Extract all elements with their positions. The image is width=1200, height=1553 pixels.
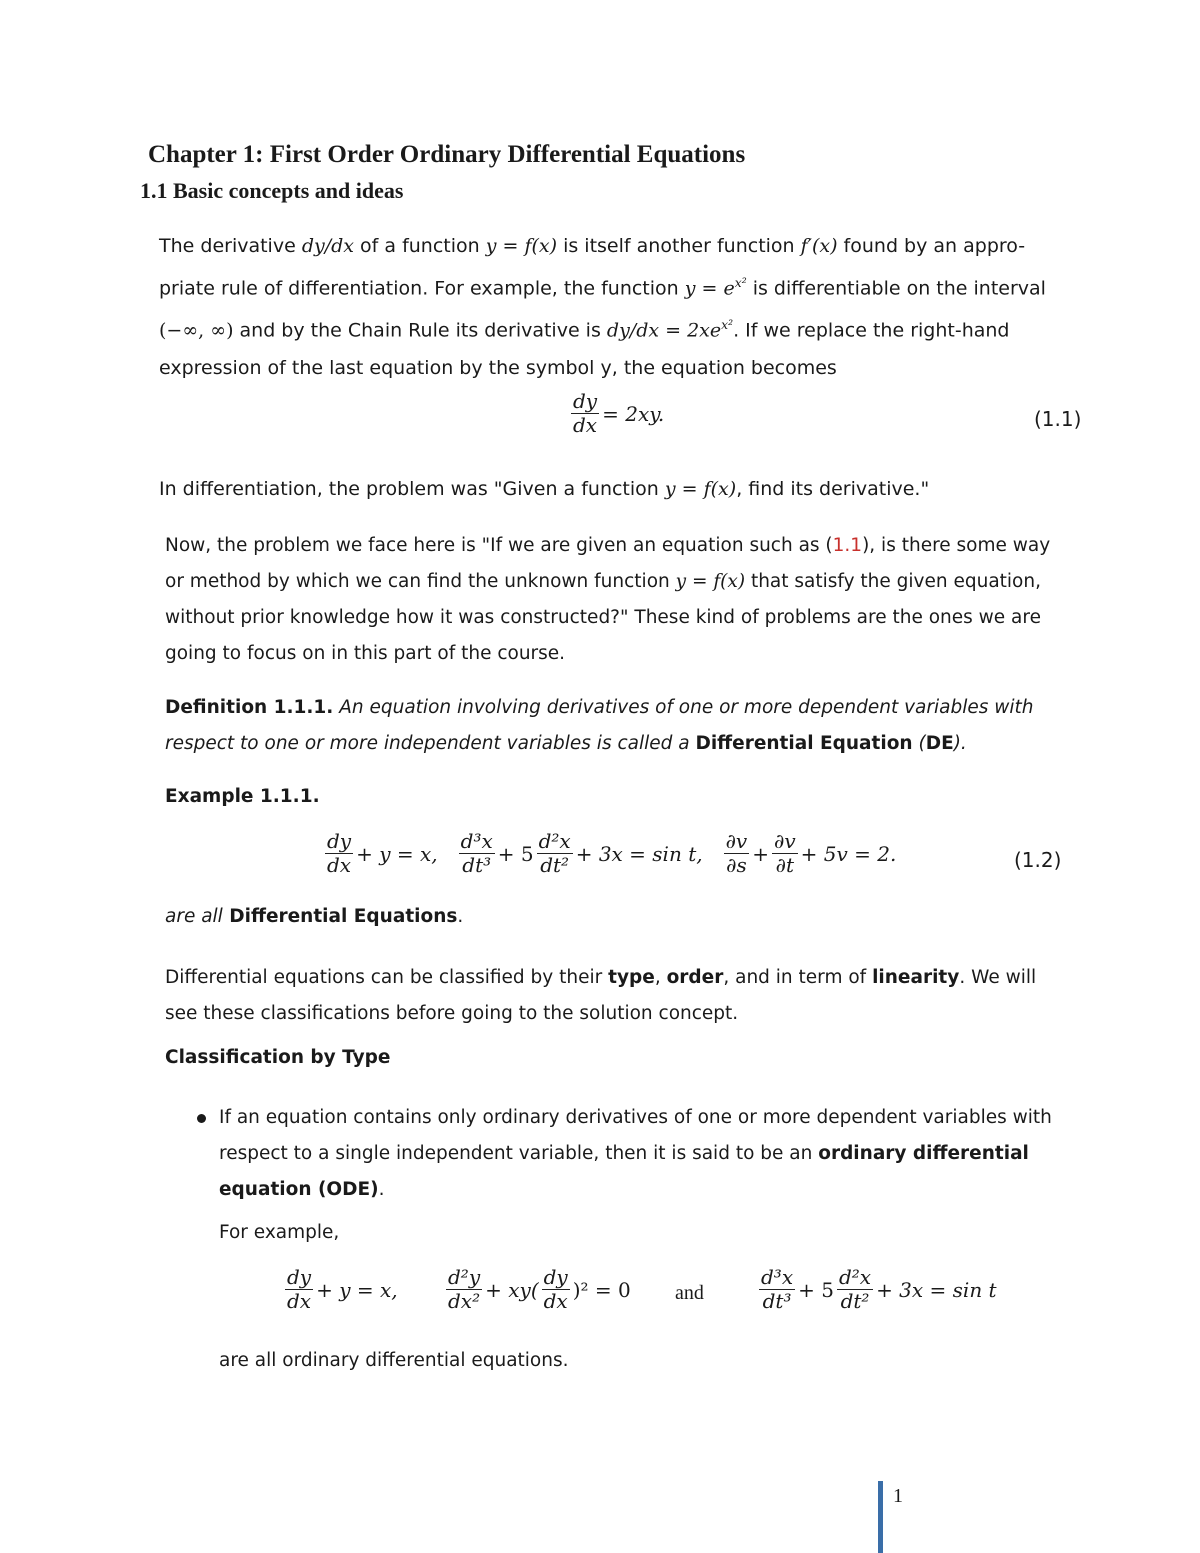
differentiation-problem: In differentiation, the problem was "Given a function y = f(x), find its derivative." xyxy=(159,478,930,500)
are-all-de: are all Differential Equations. xyxy=(165,906,464,927)
classification-heading: Classification by Type xyxy=(165,1047,391,1068)
bullet-line-2: respect to a single independent variable, then it is said to be an ordinary differential xyxy=(219,1143,1029,1164)
ode-example-2: $\frac{\text{d²y}}{\text{dx²}}$ + xy( $\frac{dy}{dx}$ )² = 0 xyxy=(448,1265,631,1313)
intro-line-1: The derivative dy/dx of a function y = f(x) is itself another function f′(x) found by an appro- xyxy=(159,235,1026,257)
problem-line-2: or method by which we can find the unknown function y = f(x) that satisfy the given equation, xyxy=(165,571,1041,592)
definition-label: Definition 1.1.1. xyxy=(165,697,334,718)
classification-line-1: Differential equations can be classified by their type, order, and in term of linearity. We will xyxy=(165,967,1037,988)
bullet-line-3: equation (ODE). xyxy=(219,1179,385,1200)
problem-paragraph xyxy=(165,528,1050,672)
page-accent-bar xyxy=(878,1481,883,1553)
for-example: For example, xyxy=(219,1222,340,1243)
ode-and: and xyxy=(675,1282,704,1304)
equation-1-1: $\frac{dy}{dx}$ = 2xy. xyxy=(573,389,665,437)
intro-paragraph xyxy=(159,228,1046,387)
chapter-title: Chapter 1: First Order Ordinary Differential Equations xyxy=(148,141,746,168)
definition-line-1: Definition 1.1.1. An equation involving derivatives of one or more dependent variables with xyxy=(165,697,1034,718)
intro-line-2: priate rule of differentiation. For example, the function $y = e^{x^2}$ is differentiable on the interval xyxy=(159,276,1046,300)
example-label: Example 1.1.1. xyxy=(165,786,320,807)
equation-reference-link[interactable]: 1.1 xyxy=(832,535,863,556)
ode-example-1: $\frac{dy}{dx}$ + y = x, xyxy=(287,1265,398,1313)
bullet-point xyxy=(197,1114,206,1123)
definition-line-2: respect to one or more independent variables is called a Differential Equation (DE). xyxy=(165,733,967,754)
intro-line-3: (−∞, ∞) and by the Chain Rule its derivative is $dy/dx = 2xe^{x^2}$. If we replace the right-hand xyxy=(159,318,1010,342)
closing-text: are all ordinary differential equations. xyxy=(219,1350,569,1371)
problem-line-4: going to focus on in this part of the course. xyxy=(165,643,566,664)
intro-line-4: expression of the last equation by the symbol y, the equation becomes xyxy=(159,356,837,379)
problem-line-1: Now, the problem we face here is "If we are given an equation such as (1.1), is there some way xyxy=(165,535,1051,556)
classification-line-2: see these classifications before going to the solution concept. xyxy=(165,1003,739,1024)
page-number: 1 xyxy=(893,1485,903,1507)
classification-paragraph xyxy=(165,960,1036,1032)
equation-1-2-label: (1.2) xyxy=(1014,848,1062,872)
problem-line-3: without prior knowledge how it was constructed?" These kind of problems are the ones we are xyxy=(165,607,1041,628)
equation-1-1-label: (1.1) xyxy=(1034,407,1082,431)
equation-1-2: $\frac{dy}{dx}$ + y = x, $\frac{\text{d³x}}{\text{dt³}}$ + 5 $\frac{\text{d²x}}{\text{dt²}}$ + 3x = sin t, $\frac{\partial v}{\partial s}$ + $\frac{\partial v}{\partial t}$ + 5v = 2. xyxy=(327,829,897,877)
section-title: 1.1 Basic concepts and ideas xyxy=(140,178,404,203)
ode-definition-bullet xyxy=(219,1100,1052,1208)
bullet-line-1: If an equation contains only ordinary derivatives of one or more dependent variables with xyxy=(219,1107,1052,1128)
definition-block xyxy=(165,690,1034,762)
ode-example-3: $\frac{\text{d³x}}{\text{dt³}}$ + 5 $\frac{\text{d²x}}{\text{dt²}}$ + 3x = sin t xyxy=(761,1265,997,1313)
